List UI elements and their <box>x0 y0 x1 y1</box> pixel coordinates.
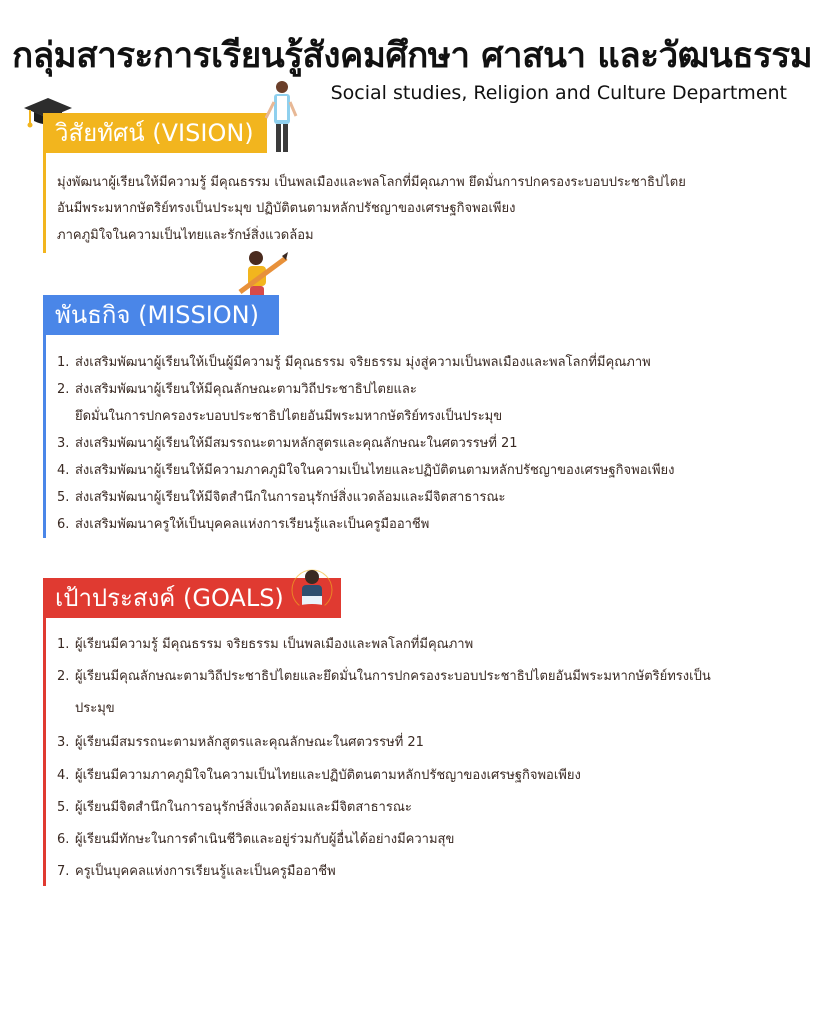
mission-accent-bar <box>43 335 46 538</box>
goals-accent-bar <box>43 618 46 886</box>
list-item: 3. ผู้เรียนมีสมรรถนะตามหลักสูตรและคุณลักษณะในศตวรรษที่ 21 <box>57 735 424 750</box>
list-item: 5. ผู้เรียนมีจิตสำนึกในการอนุรักษ์สิ่งแวดล้อมและมีจิตสาธารณะ <box>57 800 412 815</box>
list-item: ยึดมั่นในการปกครองระบอบประชาธิปไตยอันมีพระมหากษัตริย์ทรงเป็นประมุข <box>75 409 503 424</box>
list-item: 6. ส่งเสริมพัฒนาครูให้เป็นบุคคลแห่งการเรียนรู้และเป็นครูมืออาชีพ <box>57 517 430 532</box>
vision-line-1: มุ่งพัฒนาผู้เรียนให้มีความรู้ มีคุณธรรม เป็นพลเมืองและพลโลกที่มีคุณภาพ ยึดมั่นการปกครองระบอบประชาธิปไตย <box>57 175 686 190</box>
teacher-illustration-icon <box>262 78 302 158</box>
person-with-laptop-illustration-icon <box>288 568 336 618</box>
list-item: 4. ส่งเสริมพัฒนาผู้เรียนให้มีความภาคภูมิใจในความเป็นไทยและปฏิบัติตนตามหลักปรัชญาของเศรษฐกิจพอเพียง <box>57 463 675 478</box>
vision-line-3: ภาคภูมิใจในความเป็นไทยและรักษ์สิ่งแวดล้อม <box>57 228 314 243</box>
list-item: 1. ผู้เรียนมีความรู้ มีคุณธรรม จริยธรรม เป็นพลเมืองและพลโลกที่มีคุณภาพ <box>57 637 474 652</box>
page-title: กลุ่มสาระการเรียนรู้สังคมศึกษา ศาสนา และวัฒนธรรม <box>12 36 813 76</box>
list-item: 6. ผู้เรียนมีทักษะในการดำเนินชีวิตและอยู่ร่วมกับผู้อื่นได้อย่างมีความสุข <box>57 832 455 847</box>
mission-banner <box>43 295 279 335</box>
list-item: 1. ส่งเสริมพัฒนาผู้เรียนให้เป็นผู้มีความรู้ มีคุณธรรม จริยธรรม มุ่งสู่ความเป็นพลเมืองและพลโลกที่มีคุณภาพ <box>57 355 651 370</box>
vision-banner <box>43 113 267 153</box>
list-item: 2. ผู้เรียนมีคุณลักษณะตามวิถีประชาธิปไตยและยึดมั่นในการปกครองระบอบประชาธิปไตยอันมีพระมหากษัตริย์ทรงเป็น <box>57 669 711 684</box>
page-subtitle: Social studies, Religion and Culture Department <box>330 82 787 104</box>
vision-heading: วิสัยทัศน์ (VISION) <box>55 119 254 147</box>
list-item: 7. ครูเป็นบุคคลแห่งการเรียนรู้และเป็นครูมืออาชีพ <box>57 864 336 879</box>
list-item: 5. ส่งเสริมพัฒนาผู้เรียนให้มีจิตสำนึกในการอนุรักษ์สิ่งแวดล้อมและมีจิตสาธารณะ <box>57 490 506 505</box>
list-item: ประมุข <box>75 701 115 716</box>
goals-heading: เป้าประสงค์ (GOALS) <box>55 584 284 612</box>
list-item: 3. ส่งเสริมพัฒนาผู้เรียนให้มีสมรรถนะตามหลักสูตรและคุณลักษณะในศตวรรษที่ 21 <box>57 436 518 451</box>
vision-line-2: อันมีพระมหากษัตริย์ทรงเป็นประมุข ปฏิบัติตนตามหลักปรัชญาของเศรษฐกิจพอเพียง <box>57 201 516 216</box>
mission-heading: พันธกิจ (MISSION) <box>55 301 259 329</box>
list-item: 4. ผู้เรียนมีความภาคภูมิใจในความเป็นไทยและปฏิบัติตนตามหลักปรัชญาของเศรษฐกิจพอเพียง <box>57 768 581 783</box>
list-item: 2. ส่งเสริมพัฒนาผู้เรียนให้มีคุณลักษณะตามวิถีประชาธิปไตยและ <box>57 382 417 397</box>
vision-accent-bar <box>43 153 46 253</box>
